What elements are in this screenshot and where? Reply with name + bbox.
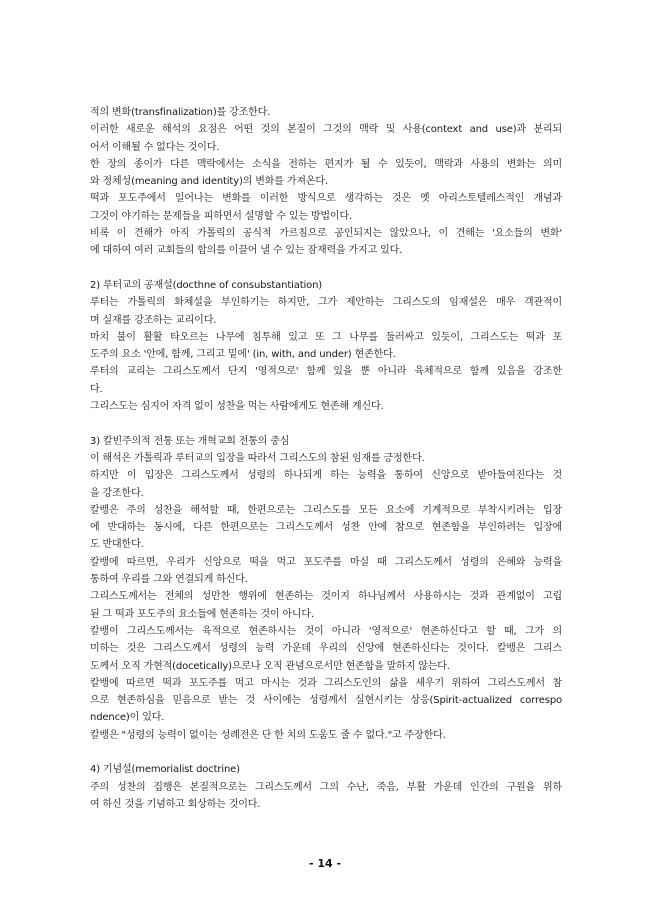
text-line: 도주의 요소 '안에, 함께, 그리고 밑에' (in, with, and under) 현존한다.: [90, 349, 396, 361]
section-heading: 4) 기념설(memorialist doctrine): [90, 764, 240, 776]
text-line: 떡과 포도주에서 일어나는 변화를 이러한 방식으로 생각하는 것은 옛 아리스토텔레스적인 개념과: [90, 193, 562, 205]
text-line: 칼뱅은 "성령의 능력이 없이는 성례전은 단 한 치의 도움도 줄 수 없다."고 주장한다.: [90, 729, 446, 741]
text-line: 어서 이해될 수 없다는 것이다.: [90, 141, 220, 153]
text-line: 적의 변화(transfinalization)를 강조한다.: [90, 107, 271, 118]
text-line: 칼뱅에 따르면 떡과 포도주를 먹고 마시는 것과 그리스도인의 삶을 세우기 위하여 그리스도께서 참: [90, 677, 562, 689]
paragraph-gap: [90, 260, 562, 277]
text-line: 루터는 가톨릭의 화체설을 부인하기는 하지만, 그가 제안하는 그리스도의 임재설은 매우 객관적이: [90, 297, 562, 309]
text-line: 칼뱅에 따르면, 우리가 신앙으로 떡을 먹고 포도주를 마실 때 그리스도께서 성령의 은혜와 능력을: [90, 556, 562, 568]
page-number: - 14 -: [308, 857, 342, 870]
text-line: 이 해석은 가톨릭과 루터교의 입장을 따라서 그리스도의 참된 임재를 긍정한다.: [90, 452, 425, 464]
paragraph-gap: [90, 744, 562, 761]
text-line: 을 강조한다.: [90, 487, 144, 499]
text-line: 여 하신 것을 기념하고 회상하는 것이다.: [90, 798, 261, 810]
text-line: 한 장의 종이가 다른 맥락에서는 소식을 전하는 편지가 될 수 있듯이, 맥락과 사용의 변화는 의미: [90, 158, 562, 170]
text-line: 미하는 것은 그리스도께서 성령의 능력 가운데 우리의 신앙에 현존하신다는 것이다. 칼뱅은 그리스: [90, 643, 562, 655]
text-line: 통하여 우리를 그와 연결되게 하신다.: [90, 574, 248, 586]
text-line: 다.: [90, 383, 103, 395]
text-line: 주의 성찬의 집행은 본질적으로는 그리스도께서 그의 수난, 죽음, 부활 가운데 인간의 구원을 위하: [90, 781, 562, 793]
text-line: ndence)이 있다.: [90, 712, 165, 724]
text-line: 이러한 새로운 해석의 요점은 어떤 것의 본질이 그것의 맥락 및 사용(context and use)과 분리되: [90, 124, 562, 136]
document-body: [90, 104, 562, 813]
text-line: 마치 불이 활활 타오르는 나무에 침투해 있고 또 그 나무를 둘러싸고 있듯이, 그리스도는 떡과 포: [90, 331, 562, 343]
text-line: 에 대하여 여러 교회들의 합의를 이끌어 낼 수 있는 잠재력을 가지고 있다.: [90, 245, 403, 257]
text-line: 에 반대하는 동시에, 다른 한편으로는 그리스도께서 성찬 안에 참으로 현존함을 부인하려는 입장에: [90, 522, 562, 534]
text-line: 된 그 떡과 포도주의 요소들에 현존하는 것이 아니다.: [90, 608, 314, 620]
text-line: 으로 현존하심을 믿음으로 받는 것 사이에는 성령께서 실현시키는 상응(Spirit-actualized correspo: [90, 695, 562, 707]
text-line: 칼뱅은 주의 성찬을 해석할 때, 한편으로는 그리스도를 모든 요소에 기계적으로 부착시키려는 입장: [90, 504, 562, 516]
text-line: 그것이 야기하는 문제들을 피하면서 설명할 수 있는 방법이다.: [90, 210, 352, 222]
text-line: 그리스도는 심지어 자격 없이 성찬을 먹는 사람에게도 현존해 계신다.: [90, 401, 384, 413]
text-line: 그리스도께서는 전체의 성만찬 행위에 현존하는 것이지 하나님께서 사용하시는 것과 관계없이 고립: [90, 591, 562, 603]
paragraph-gap: [90, 415, 562, 432]
text-line: 비록 이 견해가 아직 가톨릭의 공식적 가르침으로 공인되지는 않았으나, 이 견해는 '요소들의 변화': [90, 228, 562, 240]
text-line: 와 정체성(meaning and identity)의 변화를 가져온다.: [90, 176, 328, 188]
text-line: 도께서 오직 가현적(docetically)으로나 오직 관념으로서만 현존함을 말하지 않는다.: [90, 660, 450, 672]
text-line: 하지만 이 입장은 그리스도께서 성령의 하나되게 하는 능력을 통하여 신앙으로 받아들여진다는 것: [90, 470, 562, 482]
text-line: 칼뱅이 그리스도께서는 육적으로 현존하시는 것이 아니라 '영적으로' 현존하신다고 할 때, 그가 의: [90, 625, 562, 637]
section-heading: 3) 칼빈주의적 전통 또는 개혁교회 전통의 중심: [90, 435, 290, 447]
text-line: 며 실재를 강조하는 교리이다.: [90, 314, 217, 326]
section-heading: 2) 루터교의 공재설(docthne of consubstantiation): [90, 279, 323, 291]
text-line: 루터의 교리는 그리스도께서 단지 '영적으로' 함께 있을 뿐 아니라 육체적으로 함께 있음을 강조한: [90, 366, 562, 378]
text-line: 도 반대한다.: [90, 539, 144, 551]
